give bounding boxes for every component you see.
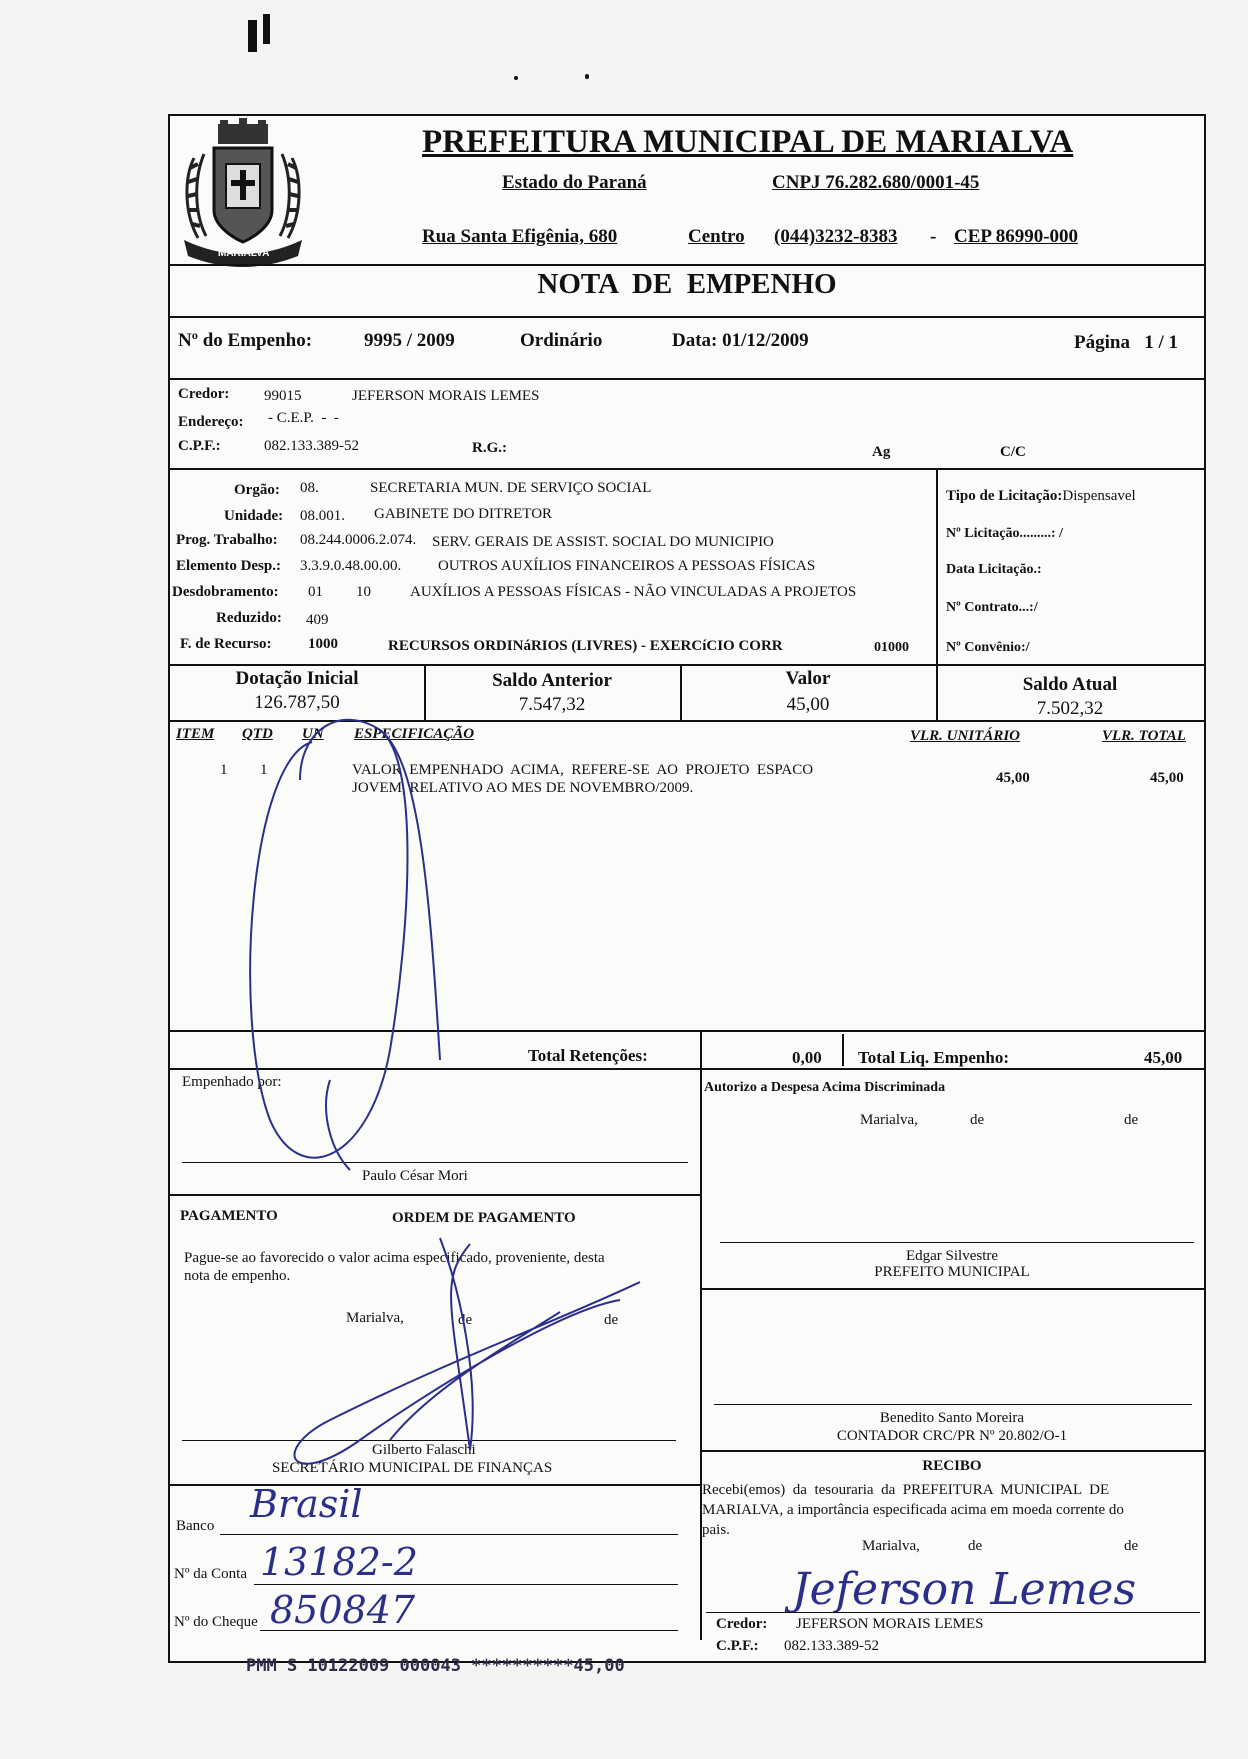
prog-trabalho-label: Prog. Trabalho:	[176, 532, 278, 548]
valor-label: Valor	[785, 668, 831, 689]
recibo-city: Marialva,	[862, 1538, 920, 1554]
item-qtd: 1	[260, 762, 268, 778]
contrato-number: Nº Contrato...:/	[946, 600, 1038, 615]
saldo-atual-label: Saldo Atual	[1022, 674, 1118, 695]
retencoes-value: 0,00	[792, 1048, 822, 1067]
prog-trabalho-code: 08.244.0006.2.074.	[300, 532, 417, 548]
divider	[170, 1194, 700, 1196]
unidade-code: 08.001.	[300, 508, 345, 524]
item-number: 1	[220, 762, 228, 778]
recibo-de-1: de	[968, 1538, 983, 1554]
header-dash: -	[930, 226, 937, 247]
elemento-label: Elemento Desp.:	[176, 558, 281, 574]
autorizo-de-2: de	[1124, 1112, 1139, 1128]
divider	[170, 1030, 1204, 1032]
desdobramento-label: Desdobramento:	[172, 584, 279, 600]
cpf-value: 082.133.389-52	[264, 438, 359, 454]
unidade-name: GABINETE DO DITRETOR	[374, 506, 553, 522]
licitacao-divider	[936, 468, 938, 664]
recurso-label: F. de Recurso:	[180, 636, 272, 652]
item-description-line1: VALOR EMPENHADO ACIMA, REFERE-SE AO PROJETO ESPACO	[352, 762, 814, 778]
ag-label: Ag	[872, 444, 891, 460]
pagamento-text-line1: Pague-se ao favorecido o valor acima especificado, proveniente, desta	[184, 1250, 605, 1266]
orgao-code: 08.	[300, 480, 319, 496]
orgao-label: Orgão:	[234, 482, 280, 498]
divider	[170, 264, 1204, 266]
endereco-label: Endereço:	[178, 414, 244, 430]
licitacao-type-value: Dispensavel	[1062, 488, 1136, 504]
elemento-code: 3.3.9.0.48.00.00.	[300, 558, 402, 574]
banco-label: Banco	[176, 1518, 215, 1534]
saldo-anterior-label: Saldo Anterior	[492, 670, 612, 691]
pagamento-de-1: de	[458, 1312, 473, 1328]
signature-line	[720, 1242, 1194, 1243]
divider	[170, 468, 1204, 470]
scan-artifact-dot-2	[585, 74, 589, 79]
header-cnpj: CNPJ 76.282.680/0001-45	[772, 172, 980, 193]
total-liq-value: 45,00	[1144, 1048, 1183, 1067]
saldo-anterior-value: 7.547,32	[518, 694, 586, 715]
signature-line	[182, 1440, 676, 1441]
prog-trabalho-name: SERV. GERAIS DE ASSIST. SOCIAL DO MUNICIPIO	[432, 534, 774, 550]
col-header-item: ITEM	[176, 726, 215, 742]
municipal-crest-logo	[176, 118, 310, 268]
col-header-qtd: QTD	[242, 726, 273, 742]
cheque-label: Nº do Cheque	[174, 1614, 258, 1630]
conta-line	[254, 1584, 678, 1585]
header-state: Estado do Paraná	[502, 172, 647, 193]
contador-name: Benedito Santo Moreira	[879, 1410, 1025, 1426]
retencoes-label: Total Retenções:	[528, 1046, 648, 1065]
desdobramento-name: AUXÍLIOS A PESSOAS FÍSICAS - NÃO VINCULADAS A PROJETOS	[410, 584, 857, 600]
recibo-cpf-label: C.P.F.:	[716, 1638, 759, 1654]
nota-de-empenho-form	[168, 114, 1206, 1663]
licitacao-date: Data Licitação.:	[946, 562, 1042, 577]
scan-artifact-top-left-2	[263, 14, 270, 44]
saldo-atual-value: 7.502,32	[1036, 698, 1104, 719]
credor-label: Credor:	[178, 386, 230, 402]
licitacao-type-label: Tipo de Licitação:	[946, 488, 1063, 504]
scan-artifact-dot	[514, 76, 518, 80]
pagamento-signer-title: SECRETÁRIO MUNICIPAL DE FINANÇAS	[272, 1460, 553, 1476]
crest-banner-text: MARIALVA	[218, 248, 270, 259]
banco-handwritten: Brasil	[250, 1482, 363, 1526]
conta-handwritten: 13182-2	[260, 1540, 418, 1584]
dotacao-label: Dotação Inicial	[235, 668, 359, 689]
divider	[700, 1450, 1204, 1452]
ordem-pagamento-label: ORDEM DE PAGAMENTO	[392, 1210, 576, 1226]
valor-value: 45,00	[786, 694, 830, 715]
pagamento-city: Marialva,	[346, 1310, 404, 1326]
col-header-especificacao: ESPECIFICAÇÃO	[354, 726, 475, 742]
pagamento-label: PAGAMENTO	[180, 1208, 278, 1224]
header-phone: (044)3232-8383	[774, 226, 898, 247]
header-title: PREFEITURA MUNICIPAL DE MARIALVA	[422, 124, 1074, 160]
empenho-type: Ordinário	[520, 330, 603, 351]
autorizo-de-1: de	[970, 1112, 985, 1128]
elemento-name: OUTROS AUXÍLIOS FINANCEIROS A PESSOAS FÍSICAS	[438, 558, 816, 574]
licitacao-type	[946, 488, 1136, 505]
dotacao-value: 126.787,50	[254, 692, 340, 713]
recurso-number: 01000	[874, 640, 909, 655]
recibo-text-line1: Recebi(emos) da tesouraria da PREFEITURA MUNICIPAL DE	[702, 1482, 1110, 1498]
col-header-un: UN	[302, 726, 324, 742]
recurso-name: RECURSOS ORDINáRIOS (LIVRES) - EXERCíCIO CORR	[388, 638, 783, 654]
cpf-label: C.P.F.:	[178, 438, 221, 454]
credor-code: 99015	[264, 388, 302, 404]
empenho-number: 9995 / 2009	[364, 330, 455, 351]
item-total-value: 45,00	[1150, 770, 1184, 786]
divider	[700, 1288, 1204, 1290]
banco-line	[220, 1534, 678, 1535]
header-cep: CEP 86990-000	[954, 226, 1079, 247]
signature-line	[182, 1162, 688, 1163]
recibo-text-line3: pais.	[702, 1522, 730, 1538]
desdobramento-sub: 10	[356, 584, 371, 600]
item-description-line2: JOVEM, RELATIVO AO MES DE NOVEMBRO/2009.	[352, 780, 694, 796]
recibo-credor-label: Credor:	[716, 1616, 768, 1632]
pagamento-text-line2: nota de empenho.	[184, 1268, 291, 1284]
reduzido-label: Reduzido:	[216, 610, 282, 626]
pagamento-de-2: de	[604, 1312, 619, 1328]
prefeito-name: Edgar Silvestre	[905, 1248, 999, 1264]
divider	[170, 378, 1204, 380]
item-unit-value: 45,00	[996, 770, 1030, 786]
convenio-number: Nº Convênio:/	[946, 640, 1030, 655]
empenhado-signer: Paulo César Mori	[362, 1168, 468, 1184]
rg-label: R.G.:	[472, 440, 507, 456]
credor-name: JEFERSON MORAIS LEMES	[352, 388, 540, 404]
contador-title: CONTADOR CRC/PR Nº 20.802/O-1	[836, 1428, 1068, 1444]
totals-divider	[842, 1034, 844, 1066]
cheque-handwritten: 850847	[270, 1588, 416, 1632]
recibo-cpf-value: 082.133.389-52	[784, 1638, 879, 1654]
recibo-de-2: de	[1124, 1538, 1139, 1554]
autorizo-label: Autorizo a Despesa Acima Discriminada	[704, 1080, 946, 1095]
signature-line	[714, 1404, 1192, 1405]
col-header-vlr-total: VLR. TOTAL	[1102, 728, 1186, 744]
divider	[170, 316, 1204, 318]
prefeito-title: PREFEITO MUNICIPAL	[874, 1264, 1030, 1280]
cc-label: C/C	[1000, 444, 1026, 460]
header-street: Rua Santa Efigênia, 680	[422, 226, 618, 247]
col-header-vlr-unitario: VLR. UNITÁRIO	[910, 728, 1021, 744]
footer-machine-stamp: PMM S 10122009 000043 **********45,00	[246, 1656, 625, 1676]
desdobramento-code: 01	[308, 584, 323, 600]
autorizo-city: Marialva,	[860, 1112, 918, 1128]
unidade-label: Unidade:	[224, 508, 284, 524]
licitacao-number: Nº Licitação.........: /	[946, 526, 1063, 541]
orgao-name: SECRETARIA MUN. DE SERVIÇO SOCIAL	[370, 480, 652, 496]
recibo-signature: Jeferson Lemes	[792, 1564, 1137, 1615]
divider	[170, 664, 1204, 666]
header-district: Centro	[688, 226, 745, 247]
divider	[170, 1068, 1204, 1070]
recibo-credor-name: JEFERSON MORAIS LEMES	[796, 1616, 984, 1632]
empenhado-label: Empenhado por:	[182, 1074, 282, 1090]
divider	[170, 720, 1204, 722]
page-indicator: Página 1 / 1	[1074, 332, 1178, 353]
total-liq-label: Total Liq. Empenho:	[858, 1048, 1009, 1067]
document-title: NOTA DE EMPENHO	[537, 268, 837, 300]
empenho-number-label: Nº do Empenho:	[178, 330, 313, 351]
recibo-text-line2: MARIALVA, a importância especificada acima em moeda corrente do	[702, 1502, 1124, 1518]
scan-artifact-top-left	[248, 20, 257, 52]
totals-divider	[700, 1030, 702, 1640]
conta-label: Nº da Conta	[174, 1566, 247, 1582]
reduzido-value: 409	[306, 612, 329, 628]
empenho-date: Data: 01/12/2009	[672, 330, 809, 351]
endereco-value: - C.E.P. - -	[268, 410, 339, 426]
pagamento-signer: Gilberto Falaschi	[372, 1442, 476, 1458]
recibo-label: RECIBO	[922, 1458, 982, 1474]
signature-line	[706, 1612, 1200, 1613]
recurso-code: 1000	[308, 636, 338, 652]
